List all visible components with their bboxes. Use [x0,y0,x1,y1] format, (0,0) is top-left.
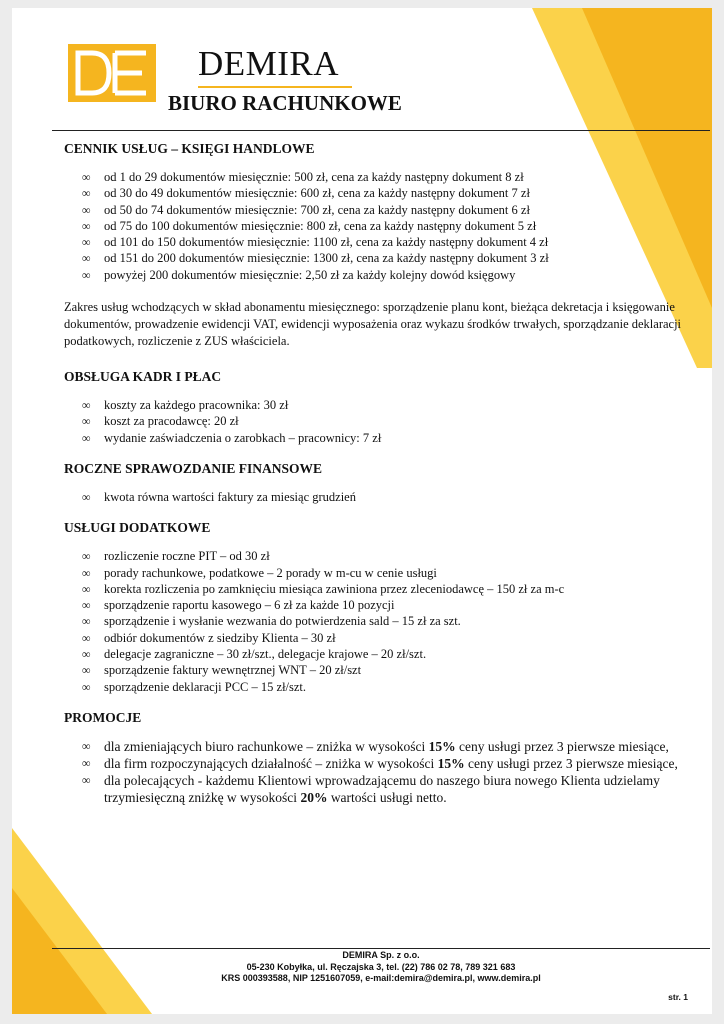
bullet-icon: ∞ [82,565,91,580]
promo-discount: 15% [437,755,465,771]
bullet-icon: ∞ [82,251,91,266]
list-item [64,202,684,218]
demira-logo-icon [68,44,156,102]
list-item-text: sporządzenie faktury wewnętrznej WNT – 20 zł/szt [104,663,362,678]
list-item-text: od 75 do 100 dokumentów miesięcznie: 800 zł, cena za każdy następny dokument 5 zł [104,218,537,233]
list-item [64,597,684,613]
bullet-icon: ∞ [82,267,91,282]
bullet-icon: ∞ [82,598,91,613]
subscription-scope-note: Zakres usług wchodzących w skład abonamentu miesięcznego: sporządzenie planu kont, bieżąca dekretacja i księgowanie dokumentów, prowadzenie ewidencji VAT, ewidencji wyposażenia oraz wykazu środków trwałych, sporządzanie deklaracji podatkowych, rozliczenie z ZUS właściciela. [64,300,682,349]
footer-address: 05-230 Kobyłka, ul. Ręczajska 3, tel. (22) 786 02 78, 789 321 683 [246,961,516,972]
list-item [64,185,684,201]
promo-text: dla zmieniających biuro rachunkowe – zniżka w wysokości [104,738,429,754]
list-item [64,581,684,597]
list-item-text: sporządzenie raportu kasowego – 6 zł za każde 10 pozycji [104,598,395,613]
bullet-icon: ∞ [82,663,91,678]
list-dodatkowe [64,548,684,695]
bullet-icon: ∞ [82,647,91,662]
promo-item [64,772,684,806]
section-title-promocje: PROMOCJE [64,709,142,725]
bullet-icon: ∞ [82,218,91,233]
bullet-icon: ∞ [82,398,91,413]
list-item-text: od 50 do 74 dokumentów miesięcznie: 700 zł, cena za każdy następny dokument 6 zł [104,202,530,217]
list-item [64,267,684,283]
list-item [64,430,684,446]
section-title-roczne: ROCZNE SPRAWOZDANIE FINANSOWE [64,460,323,476]
list-item-text: koszt za pracodawcę: 20 zł [104,414,239,429]
list-item [64,234,684,250]
bullet-icon: ∞ [82,772,91,787]
section-title-ksiegi: CENNIK USŁUG – KSIĘGI HANDLOWE [64,141,315,156]
list-item [64,565,684,581]
list-roczne [64,489,684,505]
section-title-dodatkowe: USŁUGI DODATKOWE [64,520,211,536]
list-item [64,169,684,185]
brand-underline [198,86,352,88]
list-item [64,662,684,678]
footer-divider [52,948,710,949]
list-item [64,218,684,234]
list-item-text: powyżej 200 dokumentów miesięcznie: 2,50 zł za każdy kolejny dowód księgowy [104,267,516,282]
list-item [64,548,684,564]
list-item [64,397,684,413]
bullet-icon: ∞ [82,186,91,201]
promo-text: ceny usługi przez 3 pierwsze miesiące, [455,738,669,754]
list-item-text: wydanie zaświadczenia o zarobkach – pracownicy: 7 zł [104,430,382,445]
list-item-text: od 1 do 29 dokumentów miesięcznie: 500 zł, cena za każdy następny dokument 8 zł [104,170,524,184]
promo-text: ceny usługi przez 3 pierwsze miesiące, [464,755,678,771]
page-number: str. 1 [668,992,688,1002]
list-item-text: kwota równa wartości faktury za miesiąc grudzień [104,489,356,504]
promo-item [64,755,684,772]
bullet-icon: ∞ [82,202,91,217]
header-divider [52,130,710,131]
bullet-icon: ∞ [82,414,91,429]
bullet-icon: ∞ [82,430,91,445]
list-item-text: koszty za każdego pracownika: 30 zł [104,398,289,413]
document-page [12,8,712,1014]
section-title-kadry: OBSŁUGA KADR I PŁAC [64,369,222,385]
bullet-icon: ∞ [82,614,91,629]
list-item [64,489,684,505]
promo-discount: 15% [428,738,456,754]
list-item-text: sporządzenie deklaracji PCC – 15 zł/szt. [104,679,307,694]
footer-registry: KRS 000393588, NIP 1251607059, e-mail:demira@demira.pl, www.demira.pl [221,973,541,983]
list-item [64,413,684,429]
promo-item [64,738,684,755]
list-item-text: porady rachunkowe, podatkowe – 2 porady w m-cu w cenie usługi [104,565,437,580]
list-item-text: korekta rozliczenia po zamknięciu miesiąca zawiniona przez zleceniodawcę – 150 zł za m-c [104,581,565,596]
promo-discount: 20% [300,789,328,805]
list-kadry [64,397,684,446]
bullet-icon: ∞ [82,489,91,504]
promo-text: dla polecających - każdemu Klientowi wprowadzającemu do naszego biura nowego Klienta udzielamy trzymiesięczną zniżkę w wysokości [104,772,660,805]
list-promocje [64,738,684,806]
list-item-text: od 151 do 200 dokumentów miesięcznie: 1300 zł, cena za każdy następny dokument 3 zł [104,251,549,266]
bullet-icon: ∞ [82,679,91,694]
list-item-text: od 30 do 49 dokumentów miesięcznie: 600 zł, cena za każdy następny dokument 7 zł [104,186,530,201]
list-item-text: rozliczenie roczne PIT – od 30 zł [104,549,270,564]
bullet-icon: ∞ [82,170,91,184]
bullet-icon: ∞ [82,581,91,596]
list-item [64,630,684,646]
list-item [64,646,684,662]
bullet-icon: ∞ [82,235,91,250]
brand-name: DEMIRA [198,44,340,83]
list-item-text: delegacje zagraniczne – 30 zł/szt., delegacje krajowe – 20 zł/szt. [104,647,427,662]
footer-company: DEMIRA Sp. z o.o. [342,950,420,960]
bullet-icon: ∞ [82,738,91,753]
footer [52,950,710,985]
list-ksiegi [64,169,684,283]
list-item [64,679,684,695]
list-item-text: sporządzenie i wysłanie wezwania do potwierdzenia sald – 15 zł za szt. [104,614,461,629]
list-item [64,613,684,629]
list-item-text: od 101 do 150 dokumentów miesięcznie: 1100 zł, cena za każdy następny dokument 4 zł [104,235,549,250]
decorative-corner-bottom-left [12,828,152,1014]
bullet-icon: ∞ [82,755,91,770]
bullet-icon: ∞ [82,549,91,564]
list-item-text: odbiór dokumentów z siedziby Klienta – 30 zł [104,630,336,645]
promo-text: wartości usługi netto. [327,789,447,805]
bullet-icon: ∞ [82,630,91,645]
promo-text: dla firm rozpoczynających działalność – zniżka w wysokości [104,755,438,771]
price-list-content [64,140,684,806]
brand-subtitle: BIURO RACHUNKOWE [168,91,402,115]
list-item [64,250,684,266]
